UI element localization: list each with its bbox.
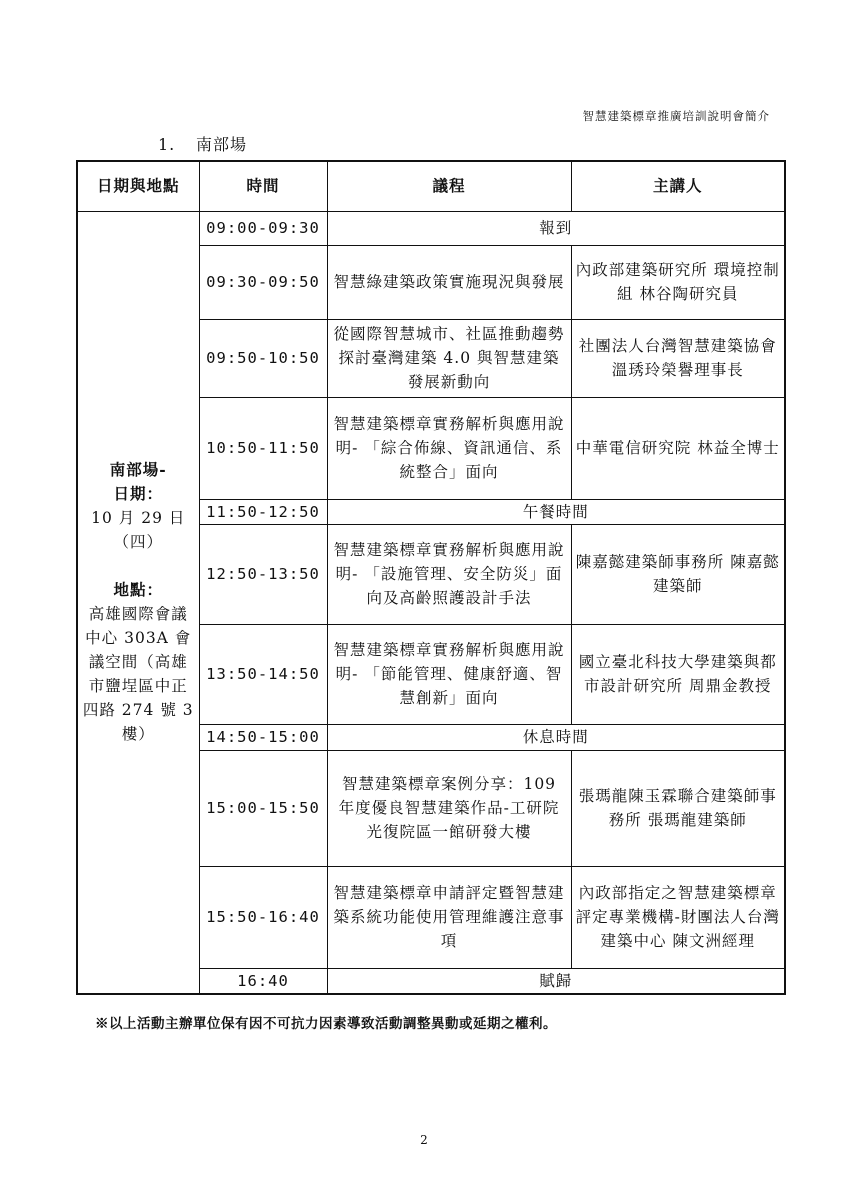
section-title: 南部場 xyxy=(196,135,248,154)
table-header-row xyxy=(77,161,785,211)
footnote: ※以上活動主辦單位保有因不可抗力因素導致活動調整異動或延期之權利。 xyxy=(95,1016,557,1032)
schedule-table xyxy=(76,160,786,995)
time-cell: 12:50-13:50 xyxy=(199,524,327,624)
time-cell: 11:50-12:50 xyxy=(199,499,327,524)
location-label: 地點： xyxy=(113,580,163,600)
speaker-cell: 陳嘉懿建築師事務所 陳嘉懿建築師 xyxy=(571,524,785,624)
agenda-cell: 智慧綠建築政策實施現況與發展 xyxy=(327,245,571,319)
speaker-cell: 張瑪龍陳玉霖聯合建築師事務所 張瑪龍建築師 xyxy=(571,750,785,866)
document-header: 智慧建築標章推廣培訓說明會簡介 xyxy=(582,109,770,123)
location-value: 高雄國際會議中心 303A 會議空間（高雄市鹽埕區中正四路 274 號 3 樓） xyxy=(82,605,194,744)
date-label: 日期： xyxy=(113,484,163,504)
header-speaker: 主講人 xyxy=(571,161,785,211)
time-cell: 09:00-09:30 xyxy=(199,211,327,245)
speaker-cell: 社團法人台灣智慧建築協會 溫琇玲榮譽理事長 xyxy=(571,319,785,397)
agenda-cell: 休息時間 xyxy=(327,724,785,750)
venue-title: 南部場- xyxy=(109,460,167,480)
agenda-cell: 智慧建築標章實務解析與應用說明- 「設施管理、安全防災」面向及高齡照護設計手法 xyxy=(327,524,571,624)
venue-cell xyxy=(77,211,199,994)
agenda-cell: 從國際智慧城市、社區推動趨勢探討臺灣建築 4.0 與智慧建築發展新動向 xyxy=(327,319,571,397)
agenda-cell: 賦歸 xyxy=(327,968,785,994)
time-cell: 15:50-16:40 xyxy=(199,866,327,968)
agenda-cell: 午餐時間 xyxy=(327,499,785,524)
time-cell: 14:50-15:00 xyxy=(199,724,327,750)
speaker-cell: 內政部指定之智慧建築標章評定專業機構-財團法人台灣建築中心 陳文洲經理 xyxy=(571,866,785,968)
agenda-cell: 報到 xyxy=(327,211,785,245)
page-number: 2 xyxy=(420,1133,428,1147)
weekday: （四） xyxy=(113,533,163,552)
agenda-cell: 智慧建築標章申請評定暨智慧建築系統功能使用管理維護注意事項 xyxy=(327,866,571,968)
header-agenda: 議程 xyxy=(327,161,571,211)
speaker-cell: 中華電信研究院 林益全博士 xyxy=(571,397,785,499)
time-cell: 13:50-14:50 xyxy=(199,624,327,724)
time-cell: 09:30-09:50 xyxy=(199,245,327,319)
time-cell: 15:00-15:50 xyxy=(199,750,327,866)
header-time: 時間 xyxy=(199,161,327,211)
time-cell: 16:40 xyxy=(199,968,327,994)
date-value: 10 月 29 日 xyxy=(91,509,186,528)
speaker-cell: 內政部建築研究所 環境控制組 林谷陶研究員 xyxy=(571,245,785,319)
time-cell: 09:50-10:50 xyxy=(199,319,327,397)
agenda-cell: 智慧建築標章實務解析與應用說明- 「節能管理、健康舒適、智慧創新」面向 xyxy=(327,624,571,724)
section-heading xyxy=(158,132,247,155)
agenda-cell: 智慧建築標章實務解析與應用說明- 「綜合佈線、資訊通信、系統整合」面向 xyxy=(327,397,571,499)
table-row xyxy=(77,211,785,245)
agenda-cell: 智慧建築標章案例分享：109 年度優良智慧建築作品-工研院光復院區一館研發大樓 xyxy=(327,750,571,866)
time-cell: 10:50-11:50 xyxy=(199,397,327,499)
section-number: 1. xyxy=(158,135,176,154)
header-date-venue: 日期與地點 xyxy=(77,161,199,211)
speaker-cell: 國立臺北科技大學建築與都市設計研究所 周鼎金教授 xyxy=(571,624,785,724)
